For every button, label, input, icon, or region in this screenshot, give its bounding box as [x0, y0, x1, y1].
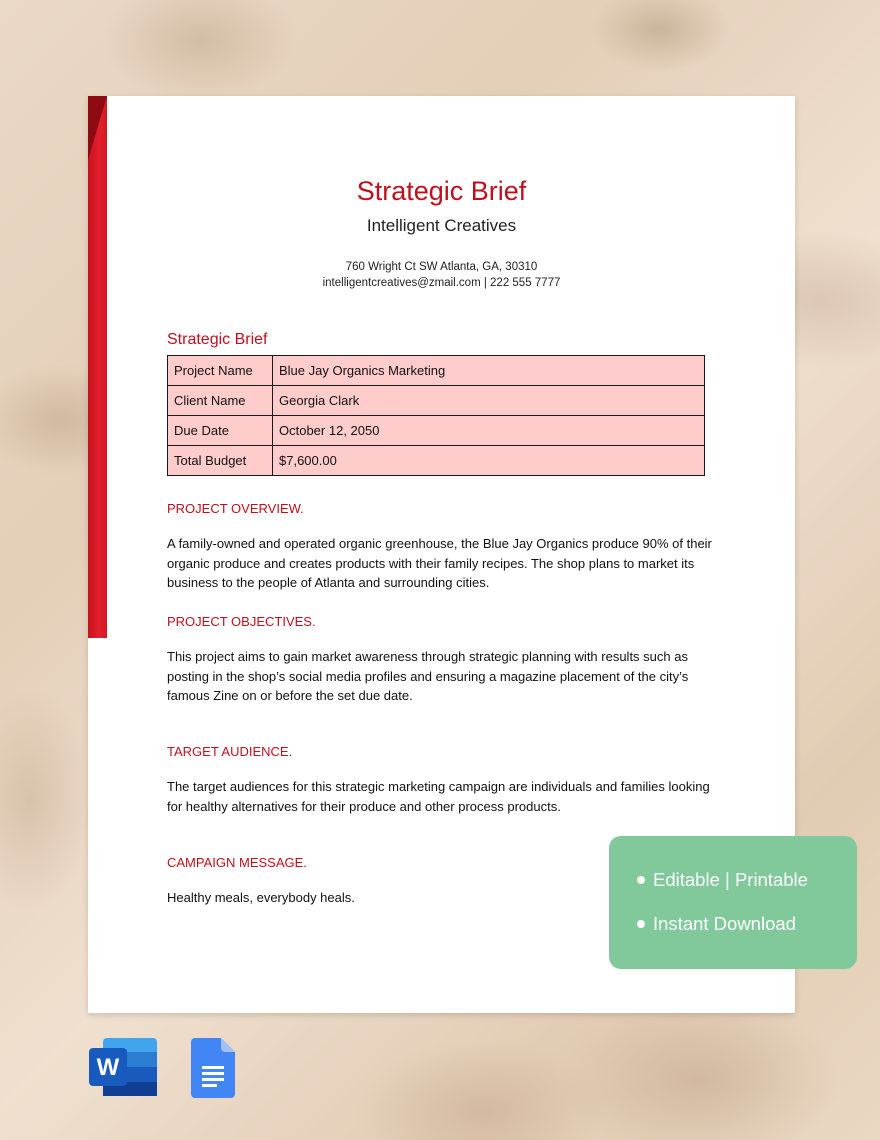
table-label: Client Name: [168, 386, 273, 416]
project-overview-heading: PROJECT OVERVIEW.: [167, 501, 304, 516]
badge-line-editable: [637, 869, 808, 891]
campaign-message-heading: CAMPAIGN MESSAGE.: [167, 855, 307, 870]
badge-line-download: [637, 913, 796, 935]
project-info-table: [167, 355, 705, 476]
campaign-message-text: Healthy meals, everybody heals.: [167, 890, 355, 905]
company-name: Intelligent Creatives: [366, 216, 517, 235]
company-contact: intelligentcreatives@zmail.com | 222 555 7777: [322, 277, 561, 289]
ribbon-fold: [88, 96, 107, 160]
company-address: 760 Wright Ct SW Atlanta, GA, 30310: [345, 261, 538, 273]
table-value: October 12, 2050: [273, 416, 705, 446]
table-value: Blue Jay Organics Marketing: [273, 356, 705, 386]
document-title: Strategic Brief: [356, 176, 527, 206]
target-audience-heading: TARGET AUDIENCE.: [167, 744, 293, 759]
badge-text: Editable | Printable: [653, 869, 808, 890]
bullet-icon: [637, 876, 645, 884]
word-letter: W: [96, 1054, 120, 1081]
microsoft-word-icon[interactable]: [89, 1038, 157, 1096]
bullet-icon: [637, 920, 645, 928]
table-row: [168, 386, 705, 416]
brief-section-heading: Strategic Brief: [167, 331, 268, 348]
table-label: Project Name: [168, 356, 273, 386]
table-value: Georgia Clark: [273, 386, 705, 416]
project-overview-text: A family-owned and operated organic greenhouse, the Blue Jay Organics produce 90% of their organic produce and creates products with their family recipes. The shop plans to market its business to the people of Atlanta and surrounding cities.: [167, 536, 712, 590]
table-row: [168, 416, 705, 446]
table-label: Total Budget: [168, 446, 273, 476]
google-docs-icon[interactable]: [191, 1038, 235, 1098]
target-audience-text: The target audiences for this strategic marketing campaign are individuals and families looking for healthy alternatives for their produce and other process products.: [167, 779, 710, 814]
table-row: [168, 356, 705, 386]
features-badge: [609, 836, 857, 969]
badge-text: Instant Download: [653, 913, 796, 934]
project-objectives-heading: PROJECT OBJECTIVES.: [167, 614, 316, 629]
project-objectives-text: This project aims to gain market awareness through strategic planning with results such as posting in the shop’s social media profiles and ensuring a magazine placement of the city’s famous Zine on or before the set due date.: [167, 649, 689, 703]
table-row: [168, 446, 705, 476]
table-value: $7,600.00: [273, 446, 705, 476]
table-label: Due Date: [168, 416, 273, 446]
